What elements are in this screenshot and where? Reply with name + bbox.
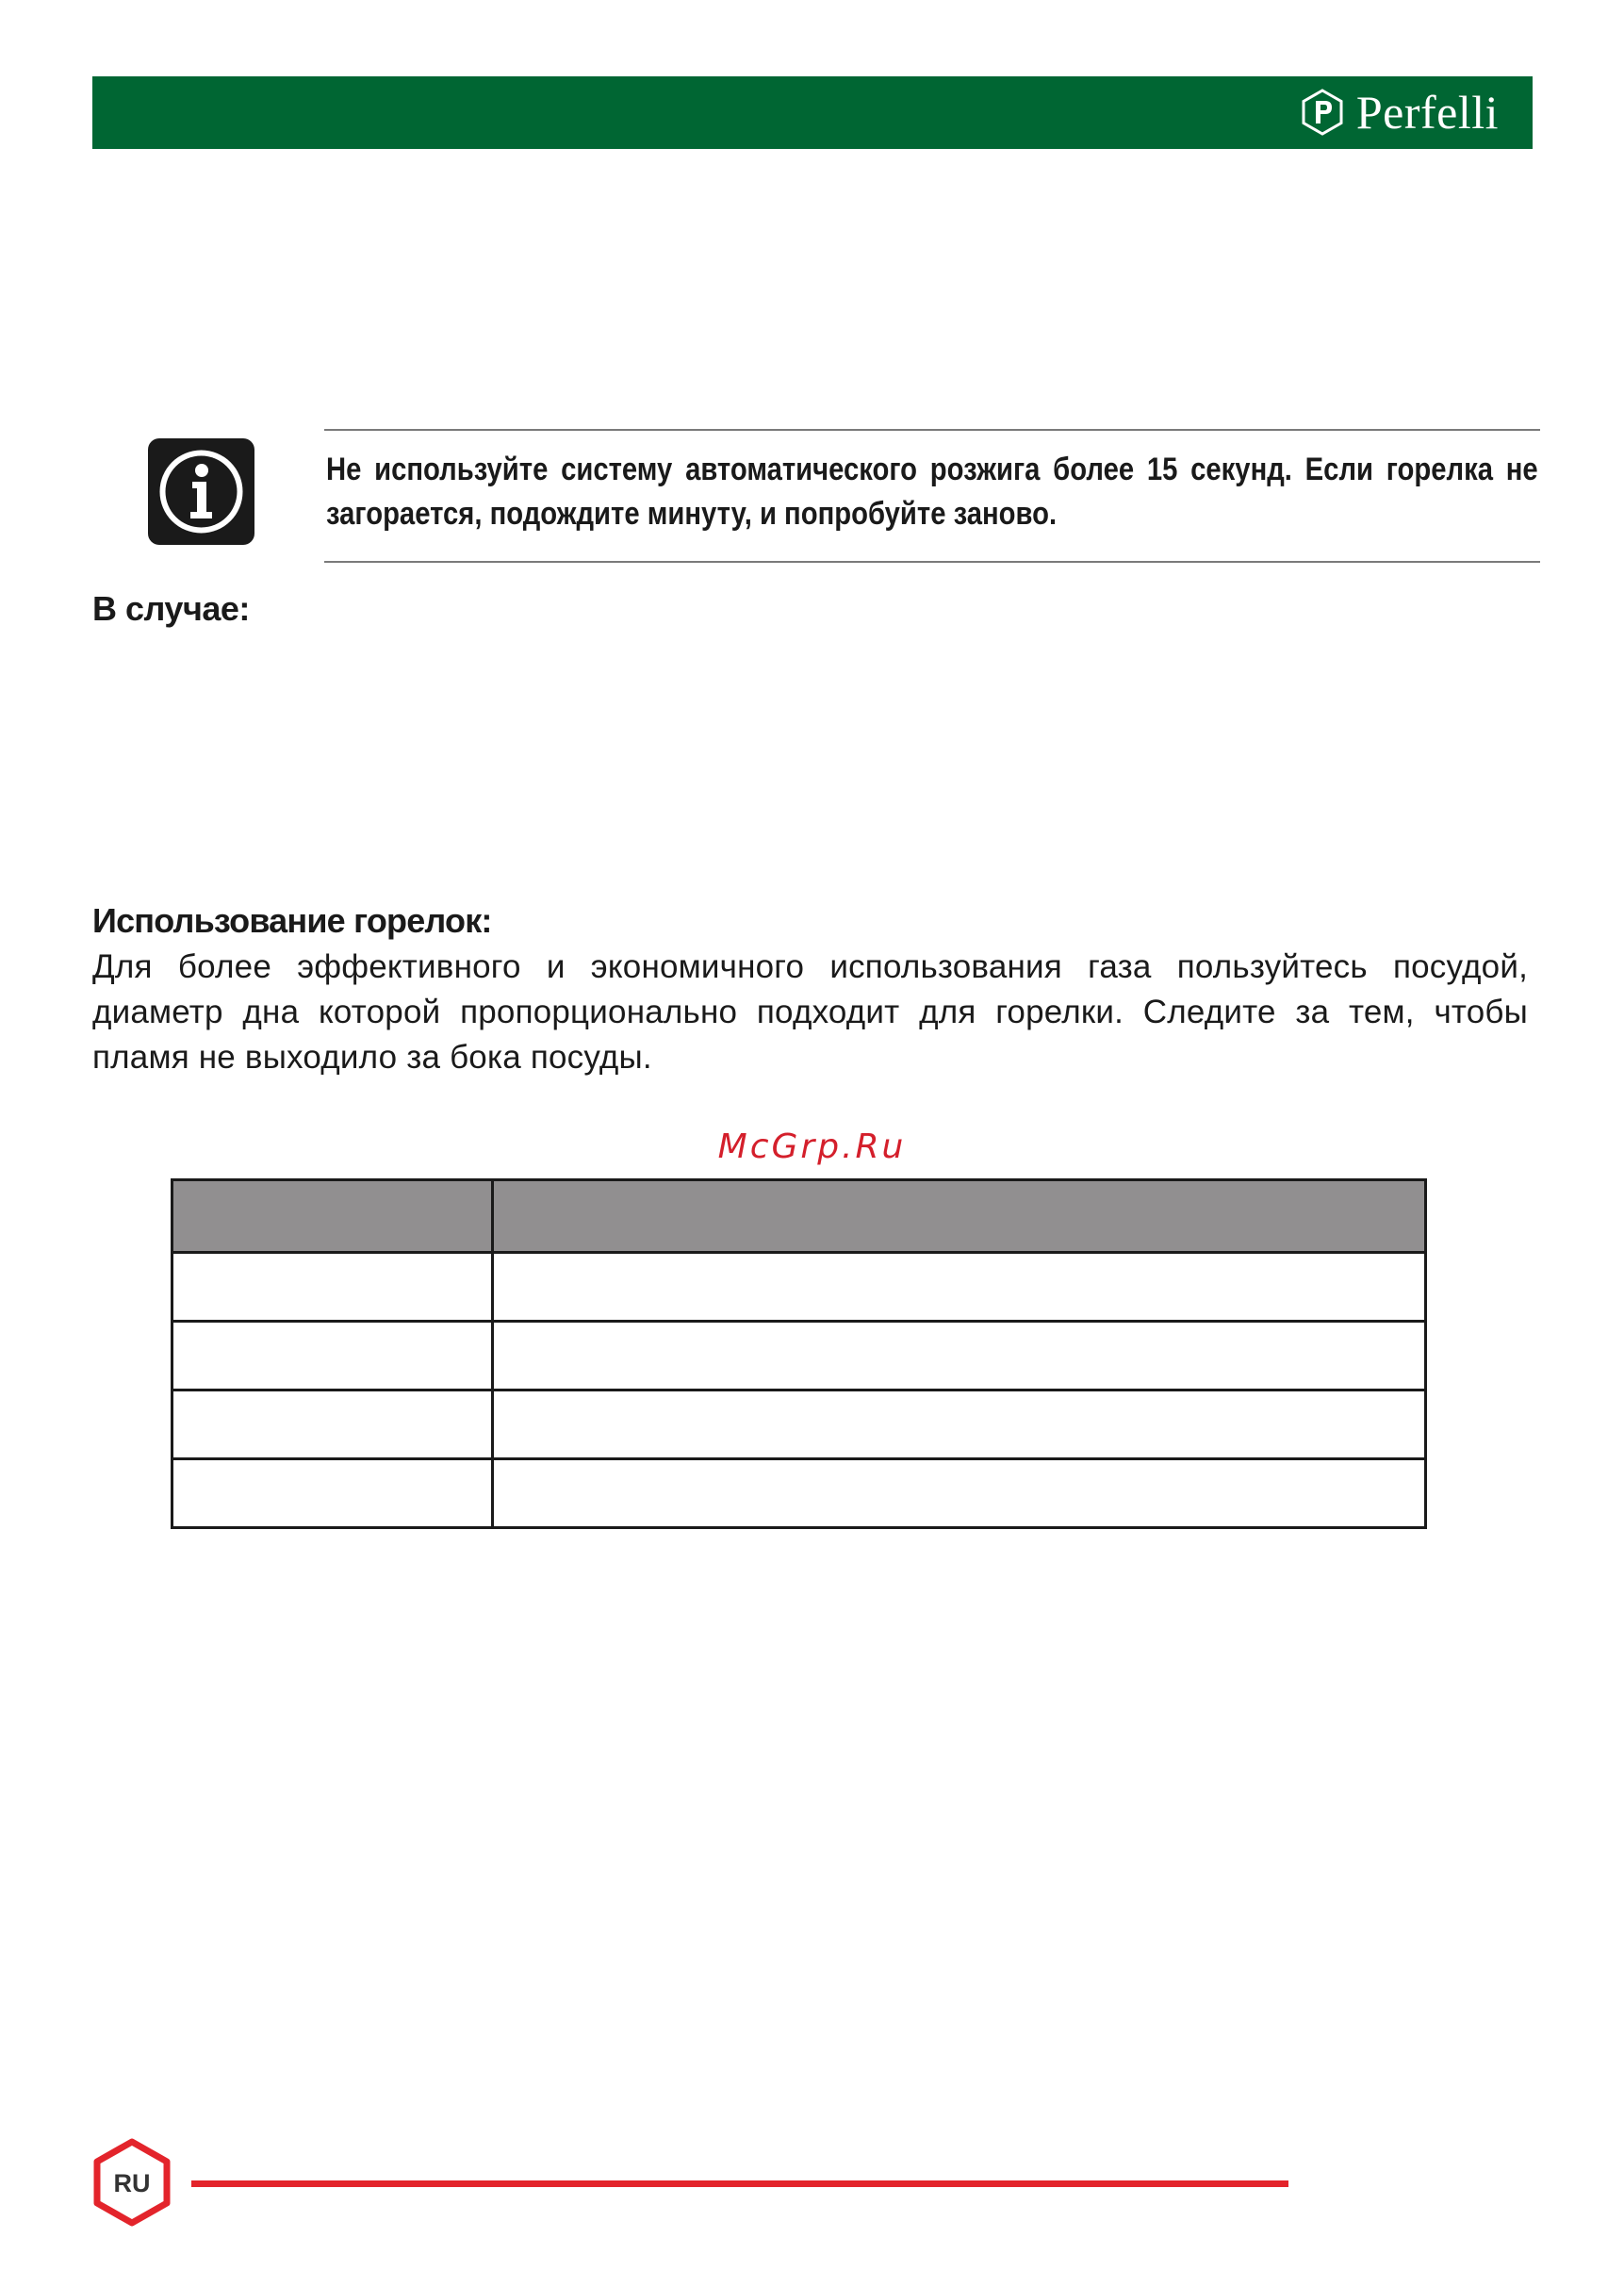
note-bottom-rule	[324, 561, 1540, 563]
table-cell	[493, 1322, 1426, 1390]
table-row	[172, 1459, 1426, 1528]
watermark[interactable]: McGrp.Ru	[717, 1127, 907, 1166]
brand-name: Perfelli	[1355, 86, 1499, 139]
table-header-row	[172, 1180, 1426, 1253]
brand-logo	[1298, 88, 1499, 137]
table-cell	[493, 1253, 1426, 1322]
header-bar	[92, 76, 1533, 149]
note-top-rule	[324, 429, 1540, 431]
burner-table	[171, 1178, 1427, 1529]
table-row	[172, 1390, 1426, 1459]
section-title: Использование горелок:	[92, 901, 492, 940]
language-badge-label: RU	[113, 2169, 151, 2197]
case-label: В случае:	[92, 589, 250, 628]
table-cell	[172, 1322, 493, 1390]
table-cell	[493, 1459, 1426, 1528]
table-row	[172, 1322, 1426, 1390]
table-cell	[172, 1459, 493, 1528]
section-body: Для более эффективного и экономичного использования газа пользуйтесь посудой, диаметр дна которой пропорционально подходит для горелки. Следите за тем, чтобы пламя не выходило за бока посуды.	[92, 948, 1528, 1076]
info-icon	[146, 436, 256, 547]
table-header-cell	[172, 1180, 493, 1253]
perfelli-p-hexagon-icon	[1298, 88, 1347, 137]
table-row	[172, 1253, 1426, 1322]
footer-rule	[191, 2180, 1288, 2187]
table-cell	[493, 1390, 1426, 1459]
table-cell	[172, 1253, 493, 1322]
table-header-cell	[493, 1180, 1426, 1253]
note-text: Не используйте систему автоматического розжига более 15 секунд. Если горелка не загорается, подождите минуту, и попробуйте заново.	[326, 452, 1538, 532]
table-cell	[172, 1390, 493, 1459]
language-badge	[92, 2138, 172, 2227]
